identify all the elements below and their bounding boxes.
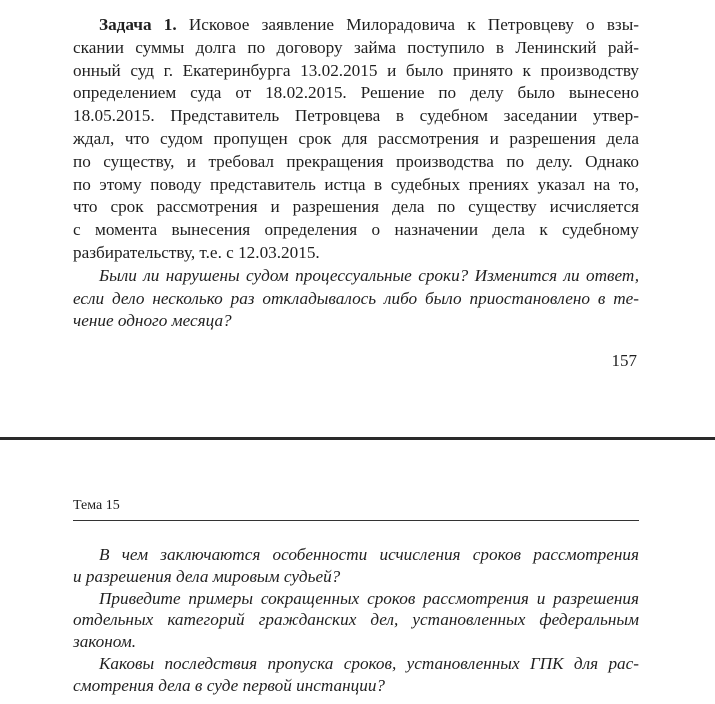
question-line: Приведите примеры сокращенных сроков рассмотрения и разрешения xyxy=(99,588,639,608)
task-question-line: Были ли нарушены судом процессуальные сроки? Изменится ли ответ, xyxy=(99,265,639,285)
question-line: Каковы последствия пропуска сроков, установленных ГПК для рас- xyxy=(99,653,639,673)
task-line: разбирательству, т.е. с 12.03.2015. xyxy=(73,242,320,262)
question-2 xyxy=(73,588,639,653)
task-line: ждал, что судом пропущен срок для рассмотрения и разрешения дела xyxy=(73,128,639,148)
topic-header: Тема 15 xyxy=(73,498,120,513)
question-1 xyxy=(73,544,639,588)
task-line: 18.05.2015. Представитель Петровцева в судебном заседании утвер- xyxy=(73,106,639,126)
task-line: определением суда от 18.02.2015. Решение по делу было вынесено xyxy=(73,83,639,103)
task-question-line: если дело несколько раз откладывалось либо было приостановлено в те- xyxy=(73,288,639,308)
task-line: онный суд г. Екатеринбурга 13.02.2015 и было принято к производству xyxy=(73,60,639,80)
task-question-line: чение одного месяца? xyxy=(73,311,232,331)
task-line: что срок рассмотрения и разрешения дела по существу исчисляется xyxy=(73,197,639,217)
question-line: отдельных категорий гражданских дел, установленных федеральным xyxy=(73,610,639,630)
page-number: 157 xyxy=(611,351,637,370)
task-question xyxy=(73,265,639,333)
page-divider xyxy=(0,437,715,440)
task-line: скании суммы долга по договору займа поступило в Ленинский рай- xyxy=(73,37,639,57)
task-line: с момента вынесения определения о назначении дела к судебному xyxy=(73,220,639,240)
task-block xyxy=(73,14,639,333)
task-label: Задача 1. xyxy=(99,15,177,34)
question-line: законом. xyxy=(73,632,137,652)
task-line: по существу, и требовал прекращения производства по делу. Однако xyxy=(73,151,639,171)
task-line xyxy=(73,14,639,37)
header-rule xyxy=(73,520,639,521)
task-text: Исковое заявление Милорадовича к Петровцеву о взы- xyxy=(176,15,639,34)
question-3 xyxy=(73,653,639,697)
questions-block xyxy=(73,544,639,697)
question-line: и разрешения дела мировым судьей? xyxy=(73,566,341,586)
question-line: смотрения дела в суде первой инстанции? xyxy=(73,675,386,695)
task-line: по этому поводу представитель истца в судебных прениях указал на то, xyxy=(73,174,639,194)
question-line: В чем заключаются особенности исчисления сроков рассмотрения xyxy=(99,545,639,564)
